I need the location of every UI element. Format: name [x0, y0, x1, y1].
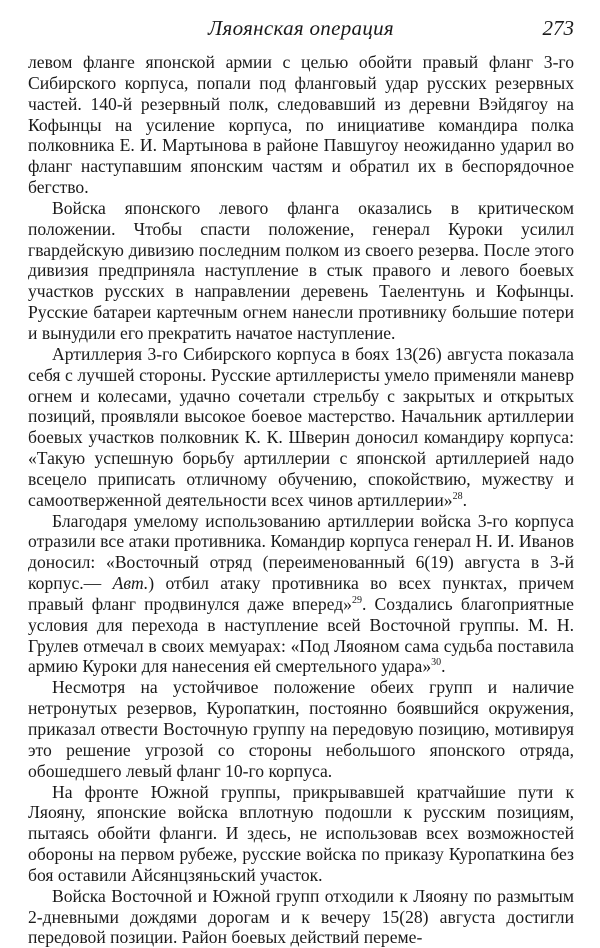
- paragraph-4-text-c: . Создались благоприятные условия для перехода в наступление всей Восточной группы. М. Н. Грулев отмечал в своих мемуарах: «Под Ляояном сама судьба поставила армию Куроки для нанесения ей смертельного удара»: [28, 593, 574, 677]
- page-header: [28, 14, 574, 46]
- running-title: Ляоянская операция: [207, 16, 394, 40]
- book-page: [28, 14, 574, 948]
- paragraph-4-text-d: .: [441, 656, 446, 677]
- footnote-ref-29: 29: [351, 595, 362, 607]
- paragraph-5: Несмотря на устойчивое положение обеих групп и наличие нетронутых резервов, Куропаткин, постоянно боявшийся окружения, приказал отвести Восточную группу на передовую позицию, мотивируя это решение угрозой со стороны небольшого японского отряда, обошедшего левый фланг 10-го корпуса.: [28, 677, 574, 781]
- footnote-ref-30: 30: [431, 657, 442, 669]
- footnote-ref-28: 28: [452, 490, 463, 502]
- paragraph-7: Войска Восточной и Южной групп отходили к Ляояну по размытым 2-дневными дождями дорогам и к вечеру 15(28) августа достигли передовой позиции. Район боевых действий переме-: [28, 885, 574, 948]
- body-text: [28, 52, 574, 948]
- paragraph-6: На фронте Южной группы, прикрывавшей кратчайшие пути к Ляояну, японские войска вплотную подошли к русским позициям, пытаясь обойти фланги. И здесь, не использовав всех возможностей обороны на первом рубеже, русские войска по приказу Куропаткина без боя оставили Айсянцзяньский участок.: [28, 781, 574, 885]
- paragraph-4-text-a: Благодаря умелому использованию артиллерии войска 3-го корпуса отразили все атаки противника. Командир корпуса генерал Н. И. Иванов доносил: «Восточный отряд (переименованный 6(19) августа в 3-й корпус.—: [28, 510, 574, 594]
- paragraph-1: левом фланге японской армии с целью обойти правый фланг 3-го Сибирского корпуса, попали под фланговый удар русских резервных частей. 140-й резервный полк, следовавший из деревни Вэйдягоу на Кофынцы на усиление корпуса, по инициативе командира полка полковника Е. И. Мартынова в районе Павшугоу неожиданно ударил во фланг наступавшим японским частям и обратил их в беспорядочное бегство.: [28, 52, 574, 198]
- paragraph-2: Войска японского левого фланга оказались в критическом положении. Чтобы спасти положение, генерал Куроки усилил гвардейскую дивизию последним полком из своего резерва. После этого дивизия предприняла наступление в стык правого и левого боевых участков русских в направлении деревень Таелентунь и Кофынцы. Русские батареи картечным огнем нанесли противнику большие потери и вынудили его прекратить начатое наступление.: [28, 197, 574, 343]
- paragraph-3-text: Артиллерия 3-го Сибирского корпуса в боях 13(26) августа показала себя с лучшей стороны. Русские артиллеристы умело применяли маневр огнем и колесами, удачно сочетали стрельбу с закрытых и открытых позиций, проявляли высокое боевое мастерство. Начальник артиллерии боевых участков полковник К. К. Шверин доносил командиру корпуса: «Такую успешную борьбу артиллерии с японской артиллерией надо всецело приписать отличному обучению, спокойствию, мужеству и самоотверженной деятельности всех чинов артиллерии»: [28, 343, 574, 510]
- author-abbrev: Авт.: [112, 573, 149, 594]
- page-number: 273: [542, 16, 574, 40]
- paragraph-4: [28, 511, 574, 678]
- paragraph-3: Артиллерия 3-го Сибирского корпуса в боях 13(26) августа показала себя с лучшей стороны. Русские артиллеристы умело применяли маневр огнем и колесами, удачно сочетали стрельбу с закрытых и открытых позиций, проявляли высокое боевое мастерство. Начальник артиллерии боевых участков полковник К. К. Шверин доносил командиру корпуса: «Такую успешную борьбу артиллерии с японской артиллерией надо всецело приписать отличному обучению, спокойствию, мужеству и самоотверженной деятельности всех чинов артиллерии»$^{28}$.: [28, 343, 574, 510]
- paragraph-4-text-b: ) отбил атаку противника во всех пунктах, причем правый фланг продвинулся даже вперед»: [28, 573, 574, 614]
